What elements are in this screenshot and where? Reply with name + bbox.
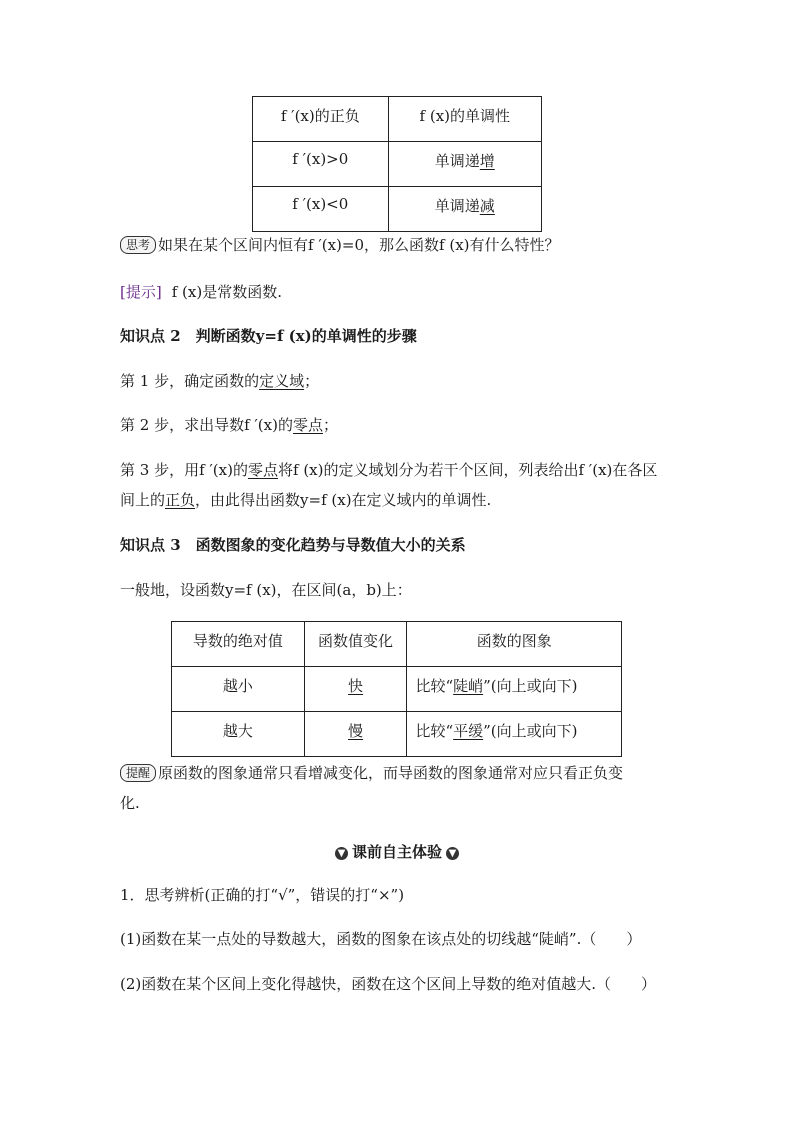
think-line (120, 234, 560, 255)
answer-underline: 零点 (247, 461, 278, 479)
table-cell (388, 187, 541, 232)
table-cell: 比较“平缓”(向上或向下) (407, 712, 622, 757)
answer-underline: 减 (479, 197, 495, 215)
remind-line2: 化. (120, 794, 140, 812)
answer-underline: 慢 (348, 722, 364, 740)
table-cell: 越小 (172, 667, 305, 712)
kp2-step1 (120, 370, 319, 391)
step-text: 第 2 步，求出导数f ′(x)的 (120, 416, 293, 434)
kp3-title: 知识点 3 函数图象的变化趋势与导数值大小的关系 (120, 536, 466, 554)
think-text: 如果在某个区间内恒有f ′(x)=0，那么函数f (x)有什么特性？ (158, 236, 560, 254)
table-row (253, 187, 542, 232)
table-row (172, 667, 622, 712)
table-header-cell: 函数值变化 (304, 622, 407, 667)
step-text: 第 1 步，确定函数的 (120, 372, 260, 390)
table-cell: f ′(x)<0 (253, 187, 389, 232)
exercise-q1b: (2)函数在某个区间上变化得越快，函数在这个区间上导数的绝对值越大.（ ） (120, 975, 657, 993)
step-text: 间上的 (120, 491, 166, 509)
table-header-cell: 函数的图象 (407, 622, 622, 667)
step-text: 将f (x)的定义域划分为若干个区间，列表给出f ′(x)在各区 (278, 461, 658, 479)
section-title-text: 课前自主体验 (351, 843, 442, 861)
remind-line1 (120, 762, 623, 783)
cell-text: 单调递 (434, 152, 480, 170)
step-text: 第 3 步，用f ′(x)的 (120, 461, 248, 479)
table-cell (304, 712, 407, 757)
table-cell (388, 142, 541, 187)
cell-text: 单调递 (434, 197, 480, 215)
arrow-down-circle-icon: ▼ (335, 847, 348, 860)
derivative-graph-table (171, 621, 622, 757)
answer-underline: 正负 (165, 491, 196, 509)
table-cell: 比较“陡峭”(向上或向下) (407, 667, 622, 712)
table-header-cell: 导数的绝对值 (172, 622, 305, 667)
table-header-cell: f ′(x)的正负 (253, 97, 389, 142)
kp3-intro: 一般地，设函数y=f (x)，在区间(a，b)上： (120, 581, 412, 599)
kp2-step2 (120, 414, 338, 435)
kp2-step3-line1 (120, 459, 657, 480)
exercise-q1a: (1)函数在某一点处的导数越大，函数的图象在该点处的切线越“陡峭”.（ ） (120, 930, 642, 948)
answer-underline: 增 (479, 152, 495, 170)
hint-line (120, 281, 282, 302)
step-text: ； (323, 416, 339, 434)
table-header-cell: f (x)的单调性 (388, 97, 541, 142)
step-text: ，由此得出函数y=f (x)在定义域内的单调性. (195, 491, 492, 509)
answer-underline: 陡峭 (453, 677, 484, 695)
section-title (0, 841, 794, 862)
answer-underline: 平缓 (453, 722, 484, 740)
kp2-title: 知识点 2 判断函数y=f (x)的单调性的步骤 (120, 327, 417, 345)
hint-text: f (x)是常数函数. (171, 283, 282, 301)
exercise-q1: 1．思考辨析(正确的打“√”，错误的打“×”) (120, 886, 405, 904)
table-cell: f ′(x)>0 (253, 142, 389, 187)
step-text: ； (304, 372, 320, 390)
monotonicity-table (252, 96, 542, 232)
answer-underline: 定义域 (259, 372, 305, 390)
answer-underline: 零点 (292, 416, 323, 434)
table-row (253, 142, 542, 187)
arrow-down-circle-icon: ▼ (446, 847, 459, 860)
kp2-step3-line2 (120, 489, 491, 510)
remind-text: 原函数的图象通常只看增减变化，而导函数的图象通常对应只看正负变 (158, 764, 624, 782)
table-cell (304, 667, 407, 712)
answer-underline: 快 (348, 677, 364, 695)
hint-label: [提示] (120, 283, 162, 301)
remind-badge: 提醒 (120, 764, 156, 782)
think-badge: 思考 (120, 236, 156, 254)
table-cell: 越大 (172, 712, 305, 757)
table-row (172, 712, 622, 757)
